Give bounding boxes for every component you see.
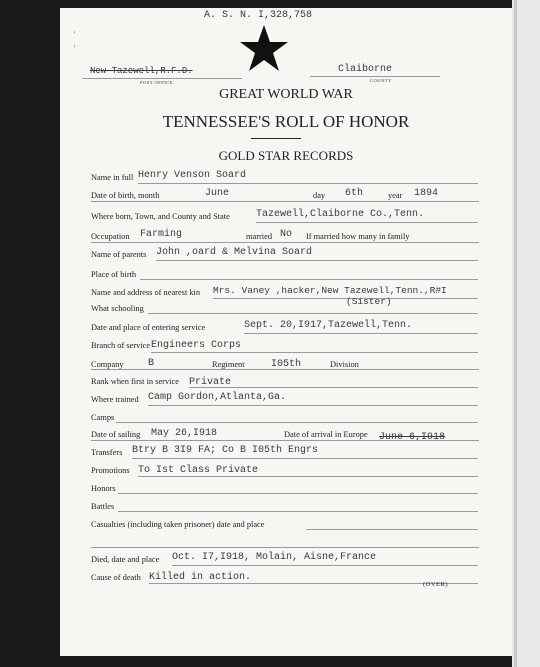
county-caption: COUNTY [370, 78, 392, 83]
name-label: Name in full [91, 173, 134, 182]
branch-value: Engineers Corps [151, 340, 242, 351]
county-value: Claiborne [338, 64, 393, 75]
died-value: Oct. I7,I918, Molain, Aisne,France [172, 552, 377, 563]
right-edge [512, 0, 540, 667]
honors-label: Honors [91, 484, 116, 493]
promotions-label: Promotions [91, 466, 130, 475]
transfers-value: Btry B 3I9 FA; Co B I05th Engrs [132, 445, 319, 456]
title-gold-star-records: GOLD STAR RECORDS [218, 148, 354, 163]
post-office-caption: POST OFFICE [140, 80, 174, 85]
asn-number: A. S. N. I,328,758 [204, 10, 313, 21]
kin-value: Mrs. Vaney ,hacker,New Tazewell,Tenn.,R#I [213, 285, 447, 296]
arrival-label: Date of arrival in Europe [284, 430, 368, 439]
occupation-value: Farming [140, 229, 183, 240]
sailing-value: May 26,I918 [151, 428, 218, 439]
title-great-world-war: GREAT WORLD WAR [219, 87, 353, 102]
schooling-label: What schooling [91, 304, 144, 313]
place-of-birth-label: Place of birth [91, 270, 137, 279]
sailing-label: Date of sailing [91, 430, 141, 439]
parents-label: Name of parents [91, 250, 147, 259]
parents-value: John ,oard & Melvina Soard [156, 247, 313, 258]
died-label: Died, date and place [91, 555, 160, 564]
over-note: (OVER) [423, 581, 449, 588]
family-label: If married how many in family [306, 232, 410, 241]
kin-note: (Sister) [346, 296, 392, 307]
entering-label: Date and place of entering service [91, 323, 206, 332]
record-card [60, 8, 512, 656]
casualties-label: Casualties (including taken prisoner) date and place [91, 520, 265, 529]
gold-star-icon [238, 24, 290, 74]
name-value: Henry Venson Soard [138, 170, 247, 181]
occupation-label: Occupation [91, 232, 130, 241]
born-label: Where born, Town, and County and State [91, 212, 230, 221]
title-roll-of-honor: TENNESSEE'S ROLL OF HONOR [162, 112, 410, 131]
margin-mark: ' [74, 44, 76, 53]
trained-value: Camp Gordon,Atlanta,Ga. [148, 392, 287, 403]
entering-value: Sept. 20,I917,Tazewell,Tenn. [244, 320, 413, 331]
branch-label: Branch of service [91, 341, 151, 350]
born-value: Tazewell,Claiborne Co.,Tenn. [256, 209, 425, 220]
cause-value: Killed in action. [149, 572, 252, 583]
dob-day: 6th [345, 188, 364, 199]
division-label: Division [330, 360, 359, 369]
trained-label: Where trained [91, 395, 139, 404]
dob-month: June [205, 188, 230, 199]
transfers-label: Transfers [91, 448, 123, 457]
dob-year-label: year [388, 191, 403, 200]
post-office-value: New Tazewell,R.F.D. [90, 66, 193, 76]
kin-label: Name and address of nearest kin [91, 288, 201, 297]
promotions-value: To Ist Class Private [138, 465, 259, 476]
camps-label: Camps [91, 413, 115, 422]
dob-year: 1894 [414, 188, 439, 199]
married-label: married [246, 232, 273, 241]
cause-label: Cause of death [91, 573, 141, 582]
battles-label: Battles [91, 502, 115, 511]
arrival-value: June 6,I918 [379, 432, 446, 443]
company-value: B [148, 358, 155, 369]
regiment-value: I05th [271, 359, 302, 370]
dob-day-label: day [313, 191, 326, 200]
married-value: No [280, 229, 293, 240]
margin-mark: ' [74, 30, 76, 39]
regiment-label: Regiment [212, 360, 245, 369]
dob-label: Date of birth, month [91, 191, 160, 200]
rank-label: Rank when first in service [91, 377, 179, 386]
company-label: Company [91, 360, 124, 369]
rank-value: Private [189, 377, 232, 388]
